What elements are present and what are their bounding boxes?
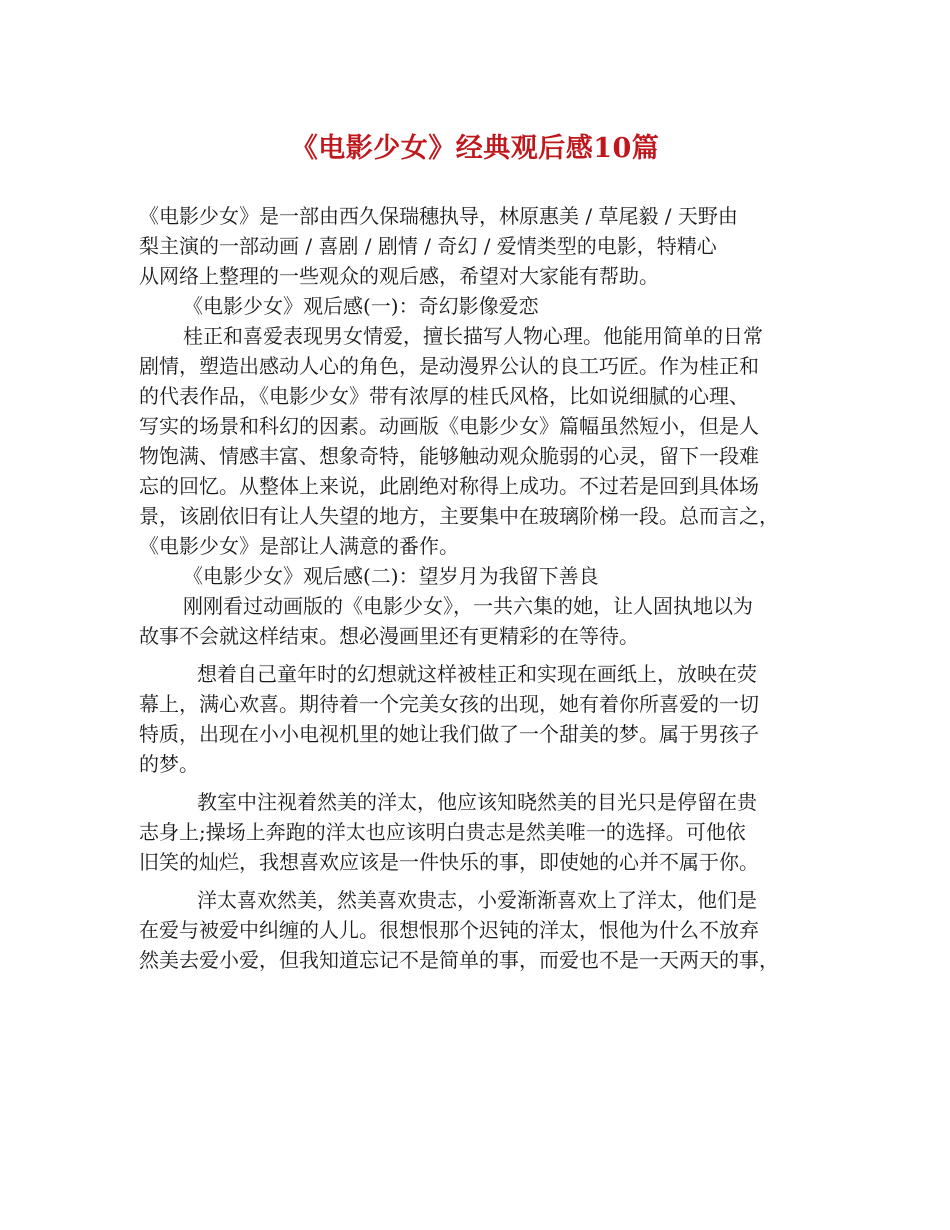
paragraph-gap — [139, 779, 815, 787]
text-line: 从网络上整理的一些观众的观后感，希望对大家能有帮助。 — [139, 264, 659, 288]
paragraph — [139, 659, 815, 779]
text-line: 梨主演的一部动画 / 喜剧 / 剧情 / 奇幻 / 爱情类型的电影，特精心 — [139, 234, 717, 258]
text-line: 的代表作品，《电影少女》带有浓厚的桂氏风格，比如说细腻的心理、 — [139, 384, 749, 408]
paragraph — [139, 321, 815, 561]
text-line: 洋太喜欢然美，然美喜欢贵志，小爱渐渐喜欢上了洋太，他们是 — [197, 888, 757, 912]
paragraph-gap — [139, 651, 815, 659]
text-line: 教室中注视着然美的洋太，他应该知晓然美的目光只是停留在贵 — [197, 790, 757, 814]
text-line: 在爱与被爱中纠缠的人儿。很想恨那个迟钝的洋太，恨他为什么不放弃 — [139, 918, 759, 942]
document-body — [139, 201, 815, 975]
text-line: 忘的回忆。从整体上来说，此剧绝对称得上成功。不过若是回到具体场 — [139, 474, 759, 498]
text-line: 《电影少女》观后感(一)：奇幻影像爱恋 — [183, 294, 539, 318]
text-line: 桂正和喜爱表现男女情爱，擅长描写人物心理。他能用简单的日常 — [183, 324, 763, 348]
text-line: 幕上，满心欢喜。期待着一个完美女孩的出现，她有着你所喜爱的一切 — [139, 692, 759, 716]
paragraph — [139, 561, 815, 591]
text-line: 《电影少女》是部让人满意的番作。 — [139, 534, 459, 558]
text-line: 刚刚看过动画版的《电影少女》，一共六集的她，让人固执地以为 — [183, 594, 753, 618]
paragraph — [139, 291, 815, 321]
text-line: 的梦。 — [139, 752, 199, 776]
text-line: 《电影少女》观后感(二)：望岁月为我留下善良 — [183, 564, 599, 588]
text-line: 想着自己童年时的幻想就这样被桂正和实现在画纸上，放映在荧 — [197, 662, 757, 686]
paragraph — [139, 201, 815, 291]
text-line: 写实的场景和科幻的因素。动画版《电影少女》篇幅虽然短小，但是人 — [139, 414, 759, 438]
text-line: 然美去爱小爱，但我知道忘记不是简单的事，而爱也不是一天两天的事， — [139, 948, 779, 972]
text-line: 物饱满、情感丰富、想象奇特，能够触动观众脆弱的心灵，留下一段难 — [139, 444, 759, 468]
paragraph — [139, 787, 815, 877]
text-line: 剧情，塑造出感动人心的角色，是动漫界公认的良工巧匠。作为桂正和 — [139, 354, 759, 378]
text-line: 故事不会就这样结束。想必漫画里还有更精彩的在等待。 — [139, 624, 639, 648]
text-line: 志身上;操场上奔跑的洋太也应该明白贵志是然美唯一的选择。可他依 — [139, 820, 746, 844]
text-line: 旧笑的灿烂，我想喜欢应该是一件快乐的事，即使她的心并不属于你。 — [139, 850, 759, 874]
text-line: 特质，出现在小小电视机里的她让我们做了一个甜美的梦。属于男孩子 — [139, 722, 759, 746]
text-line: 景，该剧依旧有让人失望的地方，主要集中在玻璃阶梯一段。总而言之， — [139, 504, 779, 528]
paragraph — [139, 885, 815, 975]
paragraph-gap — [139, 877, 815, 885]
paragraph — [139, 591, 815, 651]
document-title: 《电影少女》经典观后感10篇 — [290, 133, 660, 164]
text-line: 《电影少女》是一部由西久保瑞穗执导，林原惠美 / 草尾毅 / 天野由 — [139, 204, 738, 228]
